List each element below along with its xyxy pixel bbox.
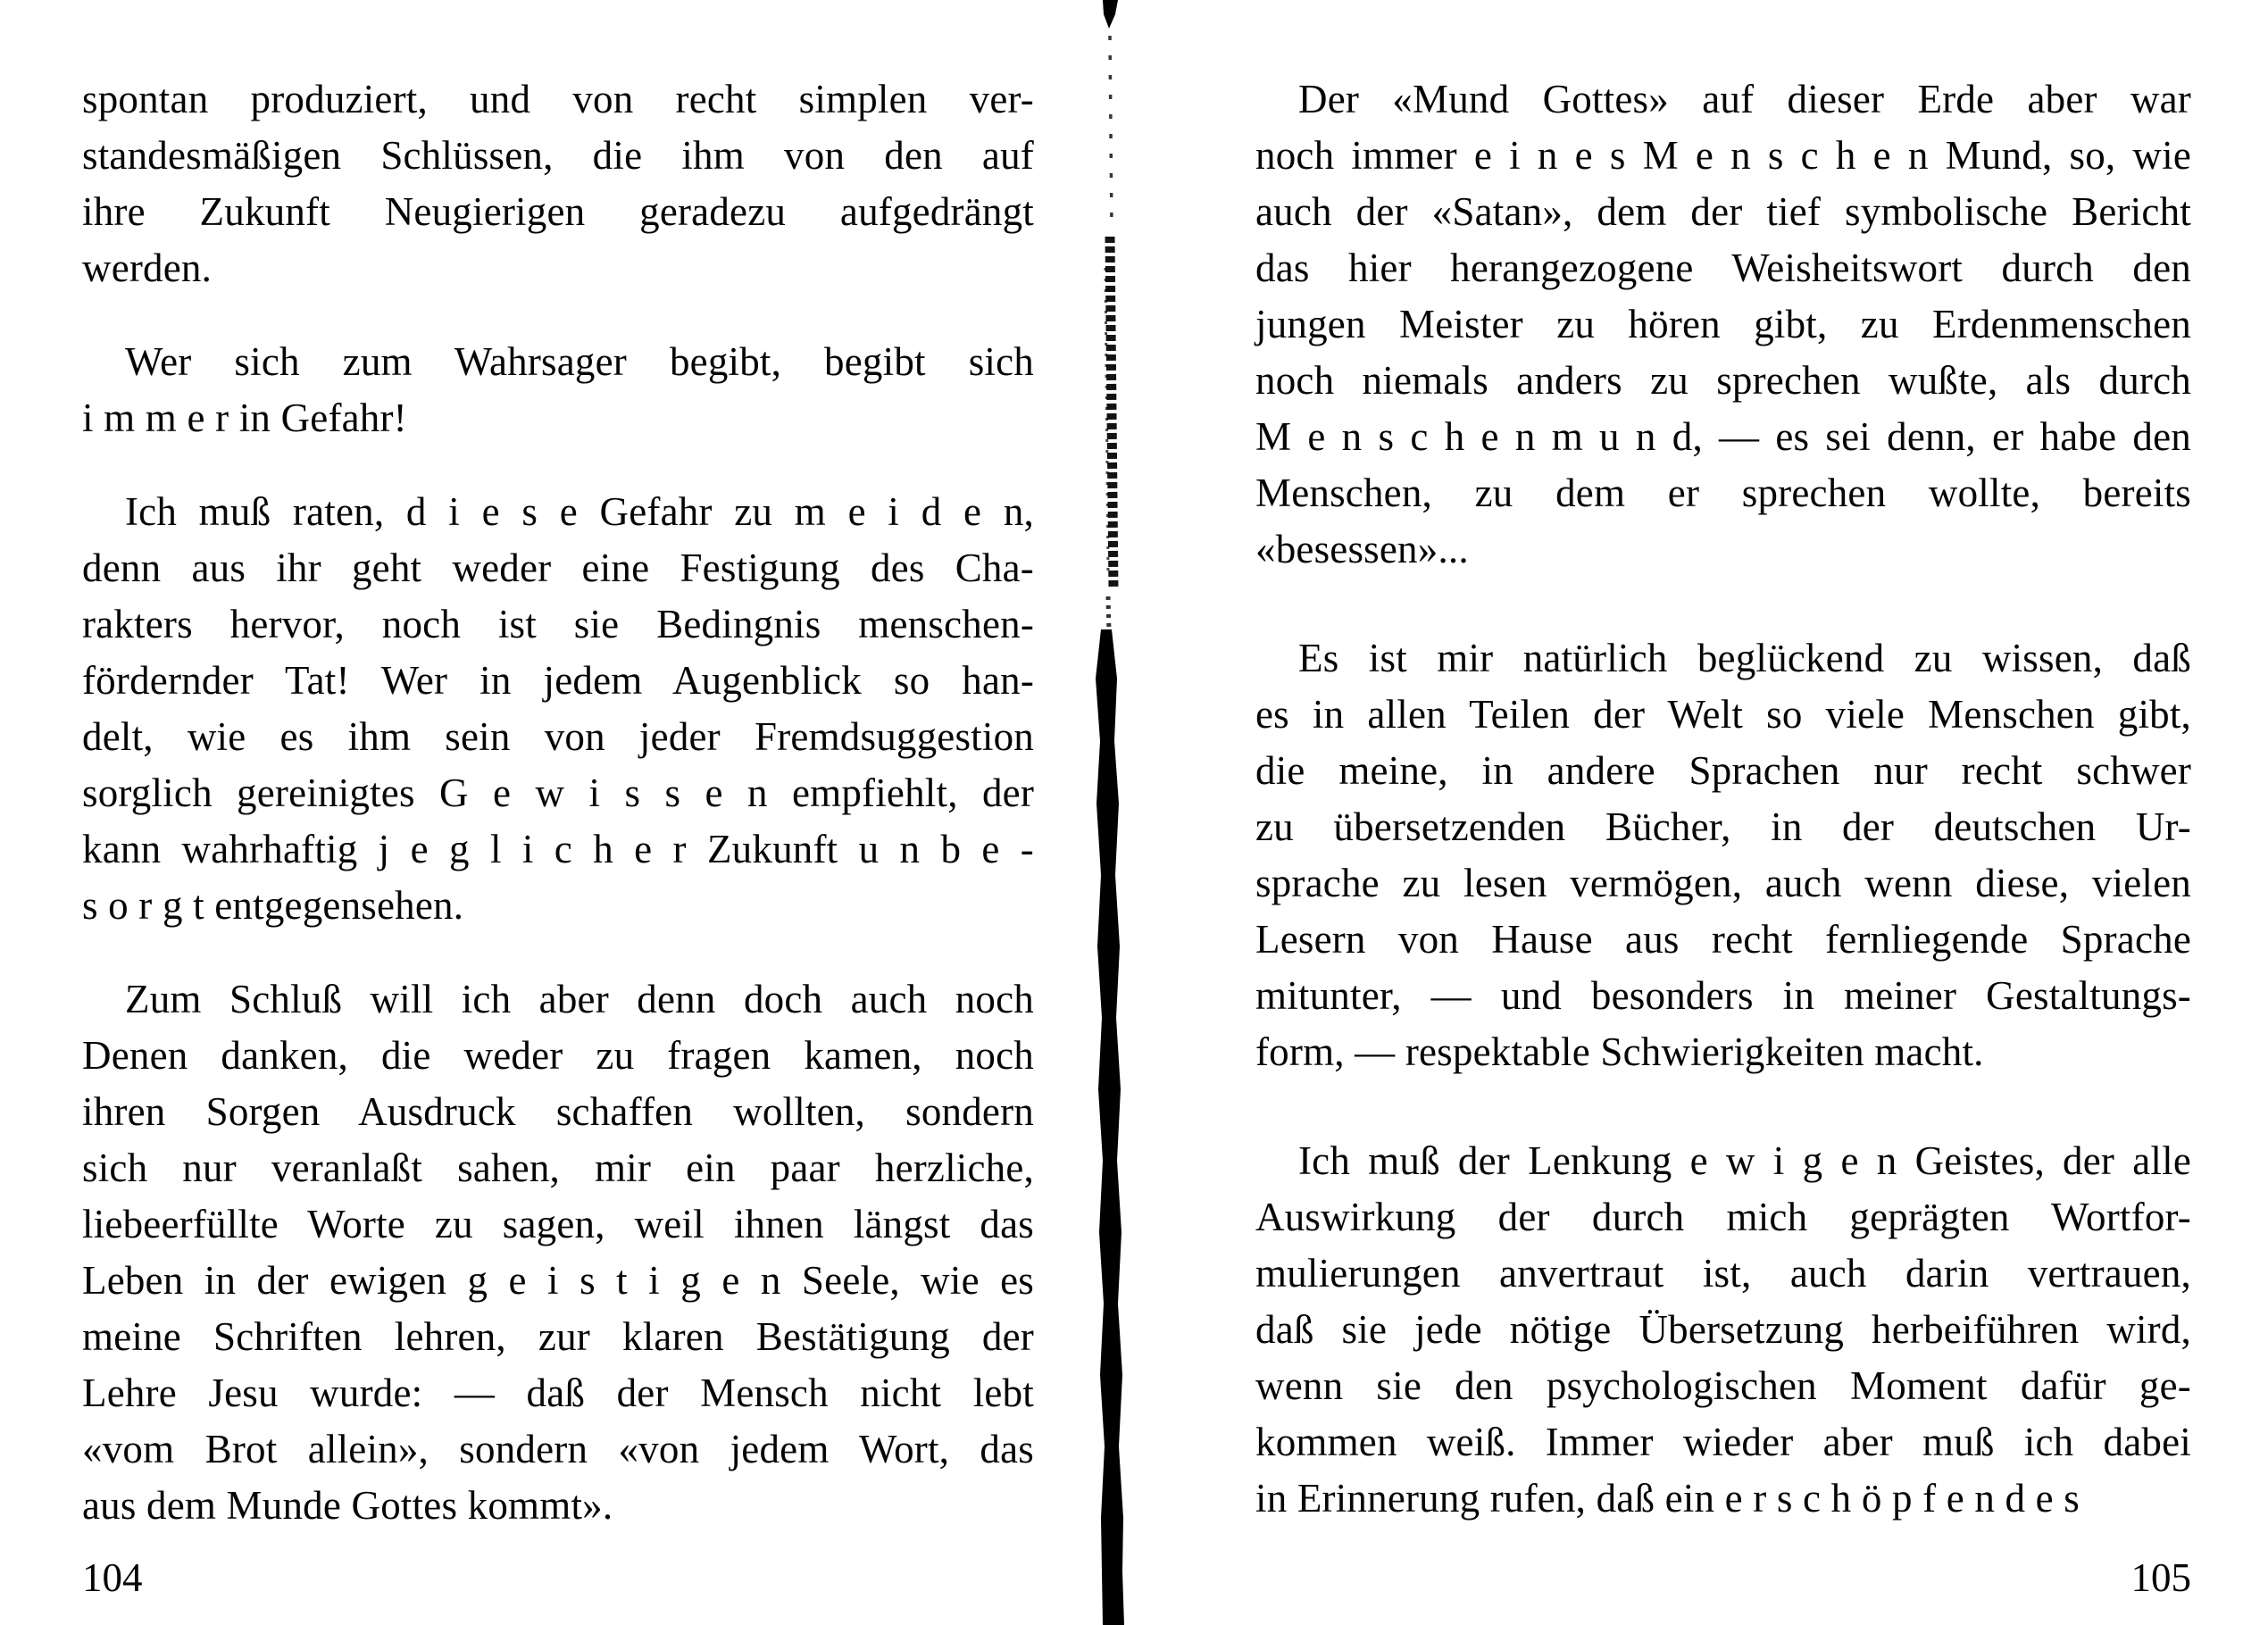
page-right-text <box>1255 71 2191 1527</box>
text-line: sorglich gereinigtes G e w i s s e n empfiehlt, der <box>82 771 1034 815</box>
text-line: Der «Mund Gottes» auf dieser Erde aber war <box>1298 77 2191 121</box>
text-line: M e n s c h e n m u n d, — es sei denn, er habe den <box>1255 414 2191 459</box>
text-line: «vom Brot allein», sondern «von jedem Wort, das <box>82 1427 1034 1471</box>
text-line: Auswirkung der durch mich geprägten Wortfor- <box>1255 1195 2191 1239</box>
paragraph <box>82 971 1034 1534</box>
paragraph <box>1255 71 2191 578</box>
page-left-text <box>82 71 1034 1534</box>
text-line: wenn sie den psychologischen Moment dafür ge- <box>1255 1363 2191 1408</box>
text-line: noch immer e i n e s M e n s c h e n Mund, so, wie <box>1255 133 2191 178</box>
text-line: kann wahrhaftig j e g l i c h e r Zukunft u n b e - <box>82 827 1034 871</box>
text-line: Leben in der ewigen g e i s t i g e n Seele, wie es <box>82 1258 1034 1303</box>
text-line: werden. <box>82 246 213 290</box>
text-line: denn aus ihr geht weder eine Festigung des Cha- <box>82 546 1034 590</box>
text-line: Ich muß der Lenkung e w i g e n Geistes, der alle <box>1298 1138 2191 1183</box>
text-line: delt, wie es ihm sein von jeder Fremdsuggestion <box>82 714 1034 759</box>
text-line: rakters hervor, noch ist sie Bedingnis menschen- <box>82 602 1034 646</box>
paragraph <box>82 334 1034 446</box>
paragraph <box>82 484 1034 934</box>
paragraph <box>1255 630 2191 1080</box>
paragraph <box>1255 1133 2191 1527</box>
text-line: Es ist mir natürlich beglückend zu wissen, daß <box>1298 636 2191 680</box>
text-line: daß sie jede nötige Übersetzung herbeiführen wird, <box>1255 1307 2191 1352</box>
text-line: ihren Sorgen Ausdruck schaffen wollten, sondern <box>82 1089 1034 1134</box>
text-line: standesmäßigen Schlüssen, die ihm von den auf <box>82 133 1034 178</box>
text-line: mitunter, — und besonders in meiner Gestaltungs- <box>1255 973 2191 1018</box>
text-line: sprache zu lesen vermögen, auch wenn diese, vielen <box>1255 861 2191 905</box>
text-line: fördernder Tat! Wer in jedem Augenblick so han- <box>82 658 1034 703</box>
text-line: s o r g t entgegensehen. <box>82 883 464 928</box>
text-line: sich nur veranlaßt sahen, mir ein paar herzliche, <box>82 1146 1034 1190</box>
page-number-left: 104 <box>82 1555 143 1600</box>
book-gutter-shadow <box>1076 0 1147 1625</box>
text-line: die meine, in andere Sprachen nur recht schwer <box>1255 748 2191 793</box>
text-line: noch niemals anders zu sprechen wußte, als durch <box>1255 358 2191 403</box>
text-line: ihre Zukunft Neugierigen geradezu aufgedrängt <box>82 189 1034 234</box>
text-line: Ich muß raten, d i e s e Gefahr zu m e i d e n, <box>125 489 1034 534</box>
text-line: in Erinnerung rufen, daß ein e r s c h ö p f e n d e s <box>1255 1476 2080 1521</box>
page-number-right: 105 <box>2130 1555 2191 1600</box>
text-line: liebeerfüllte Worte zu sagen, weil ihnen längst das <box>82 1202 1034 1246</box>
text-line: form, — respektable Schwierigkeiten macht. <box>1255 1029 1984 1074</box>
text-line: das hier herangezogene Weisheitswort durch den <box>1255 246 2191 290</box>
text-line: Denen danken, die weder zu fragen kamen, noch <box>82 1033 1034 1078</box>
text-line: Lehre Jesu wurde: — daß der Mensch nicht lebt <box>82 1371 1034 1415</box>
text-line: mulierungen anvertraut ist, auch darin vertrauen, <box>1255 1251 2191 1296</box>
text-line: zu übersetzenden Bücher, in der deutschen Ur- <box>1255 804 2191 849</box>
text-line: «besessen»... <box>1255 527 1469 571</box>
text-line: Wer sich zum Wahrsager begibt, begibt sich <box>125 339 1034 384</box>
text-line: jungen Meister zu hören gibt, zu Erdenmenschen <box>1255 302 2191 346</box>
text-line: kommen weiß. Immer wieder aber muß ich dabei <box>1255 1420 2191 1464</box>
text-line: Menschen, zu dem er sprechen wollte, bereits <box>1255 471 2191 515</box>
text-line: Lesern von Hause aus recht fernliegende Sprache <box>1255 917 2191 962</box>
paragraph <box>82 71 1034 296</box>
text-line: auch der «Satan», dem der tief symbolische Bericht <box>1255 189 2191 234</box>
text-line: spontan produziert, und von recht simplen ver- <box>82 77 1034 121</box>
text-line: aus dem Munde Gottes kommt». <box>82 1483 613 1528</box>
text-line: meine Schriften lehren, zur klaren Bestätigung der <box>82 1314 1034 1359</box>
text-line: Zum Schluß will ich aber denn doch auch noch <box>125 977 1034 1021</box>
text-line: i m m e r in Gefahr! <box>82 396 407 440</box>
text-line: es in allen Teilen der Welt so viele Menschen gibt, <box>1255 692 2191 737</box>
